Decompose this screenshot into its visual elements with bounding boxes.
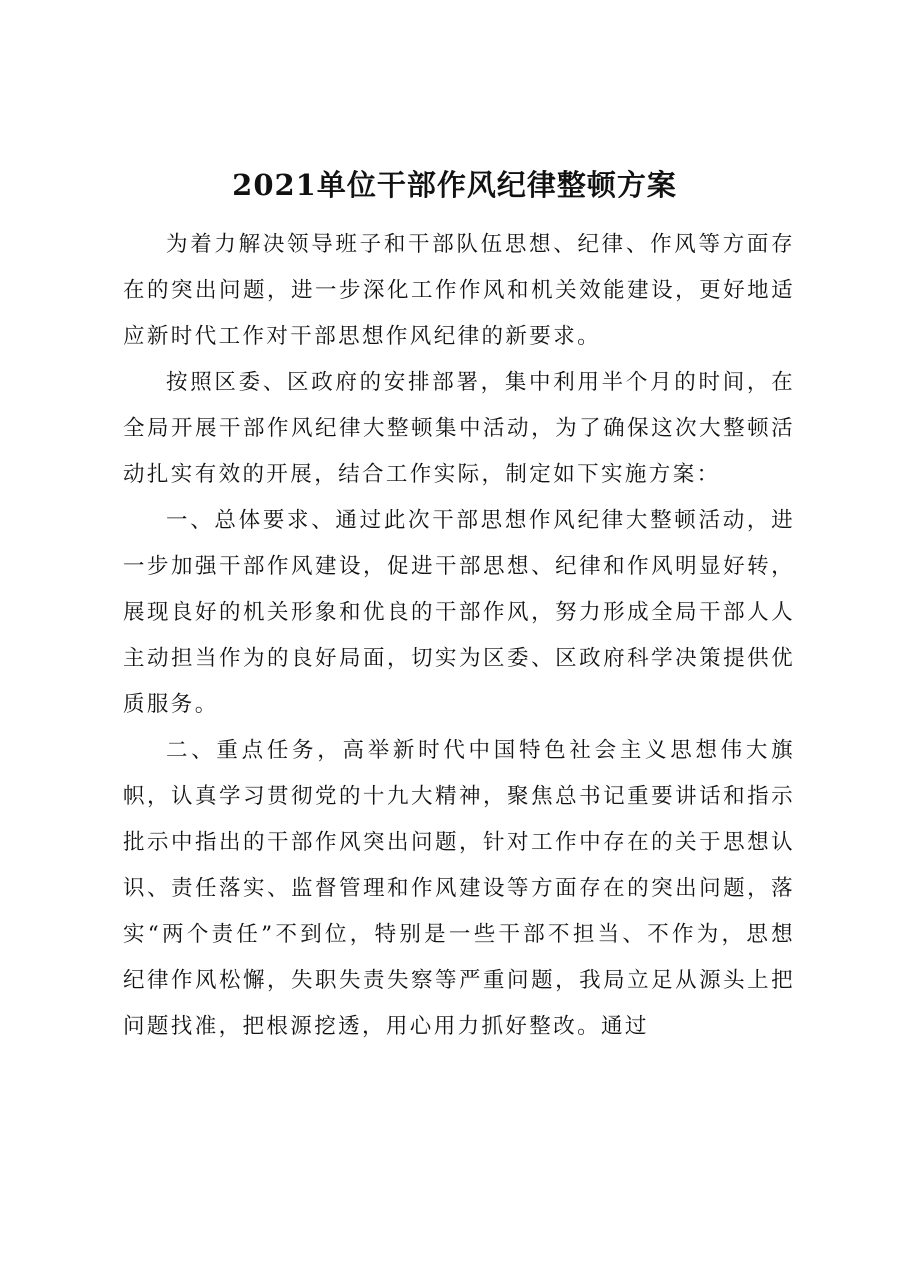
paragraph-intro: 为着力解决领导班子和干部队伍思想、纪律、作风等方面存在的突出问题，进一步深化工作作风和机关效能建设，更好地适应新时代工作对干部思想作风纪律的新要求。 xyxy=(123,232,795,349)
document-title: 2021单位干部作风纪律整顿方案 xyxy=(232,168,677,202)
paragraph-overall-requirements: 一、总体要求、通过此次干部思想作风纪律大整顿活动，进一步加强干部作风建设，促进干部思想、纪律和作风明显好转，展现良好的机关形象和优良的干部作风，努力形成全局干部人人主动担当作为的良好局面，切实为区委、区政府科学决策提供优质服务。 xyxy=(123,508,795,717)
paragraph-arrangement: 按照区委、区政府的安排部署，集中利用半个月的时间，在全局开展干部作风纪律大整顿集中活动，为了确保这次大整顿活动扎实有效的开展，结合工作实际，制定如下实施方案： xyxy=(123,370,795,487)
document-body xyxy=(123,222,795,1050)
paragraph-key-tasks: 二、重点任务，高举新时代中国特色社会主义思想伟大旗帜，认真学习贯彻党的十九大精神，聚焦总书记重要讲话和指示批示中指出的干部作风突出问题，针对工作中存在的关于思想认识、责任落实、监督管理和作风建设等方面存在的突出问题，落实“两个责任”不到位，特别是一些干部不担当、不作为，思想纪律作风松懈，失职失责失察等严重问题，我局立足从源头上把问题找准，把根源挖透，用心用力抓好整改。通过 xyxy=(123,738,795,1039)
